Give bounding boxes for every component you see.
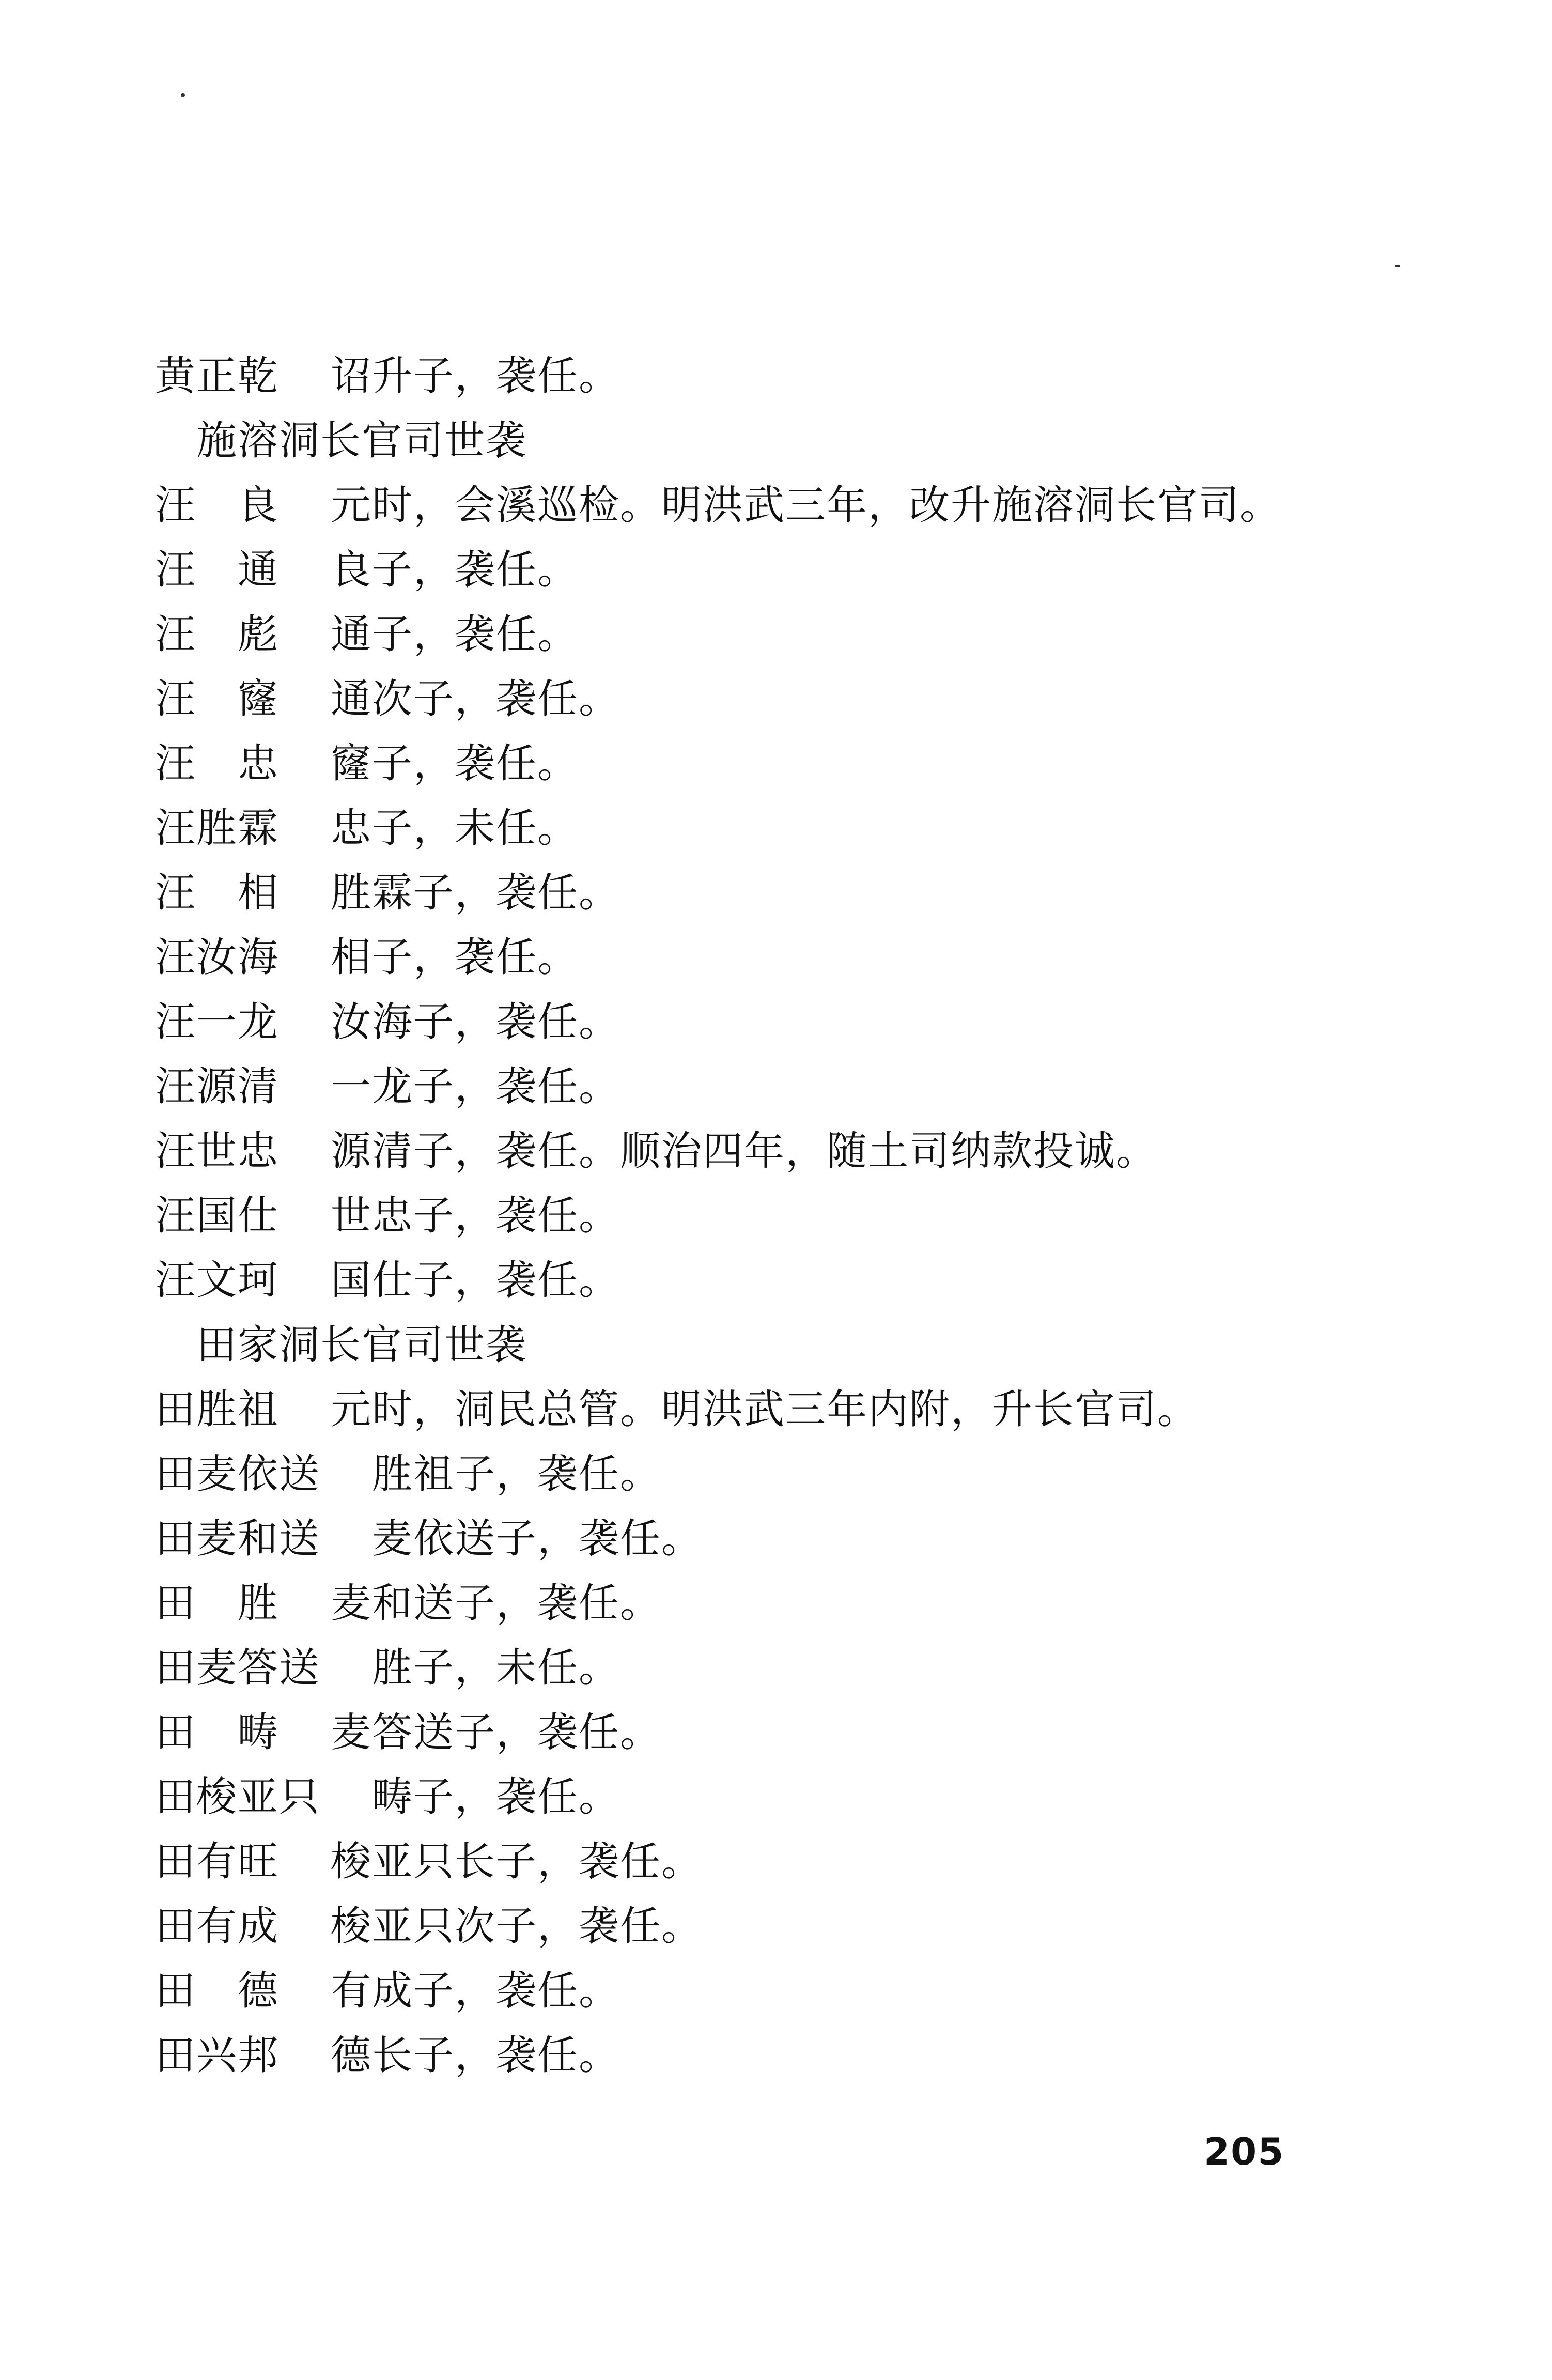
- succession-note: 汝海子，袭任。: [331, 999, 620, 1045]
- entry-line: [155, 351, 620, 401]
- entry-line: [155, 1579, 661, 1628]
- entry-line: [155, 933, 579, 982]
- succession-note: 窿子，袭任。: [331, 740, 579, 787]
- entry-line: [155, 1966, 620, 2016]
- succession-note: 国仕子，袭任。: [331, 1257, 620, 1304]
- official-name: 汪 相: [155, 870, 280, 916]
- entry-line: [155, 1256, 620, 1305]
- official-name: 汪汝海: [155, 934, 280, 981]
- succession-note: 世忠子，袭任。: [331, 1193, 620, 1239]
- official-name: 田 胜: [155, 1580, 280, 1627]
- succession-note: 麦答送子，袭任。: [331, 1709, 662, 1756]
- entry-line: [155, 739, 579, 789]
- official-name: 汪文珂: [155, 1257, 280, 1304]
- succession-note: 元时，洞民总管。明洪武三年内附，升长官司。: [331, 1386, 1199, 1433]
- entry-line: [155, 481, 1281, 530]
- official-name: 汪源清: [155, 1063, 280, 1110]
- succession-note: 通子，袭任。: [331, 611, 579, 658]
- section-heading: [196, 416, 527, 466]
- entry-line: [155, 997, 620, 1047]
- succession-note: 胜子，未任。: [372, 1645, 620, 1691]
- entry-line: [155, 1643, 620, 1693]
- entry-line: [155, 2031, 620, 2080]
- official-name: 田有旺: [155, 1838, 280, 1885]
- entry-line: [155, 1449, 661, 1499]
- official-name: 田 畴: [155, 1709, 280, 1756]
- entry-line: [155, 1062, 620, 1111]
- entry-line: [155, 1902, 703, 1951]
- succession-note: 相子，袭任。: [331, 934, 579, 981]
- section-heading-text: 施溶洞长官司世袭: [196, 418, 527, 464]
- official-name: 汪 彪: [155, 611, 280, 658]
- entry-line: [155, 1514, 703, 1564]
- succession-note: 通次子，袭任。: [331, 676, 620, 722]
- succession-note: 梭亚只次子，袭任。: [331, 1903, 703, 1950]
- succession-note: 良子，袭任。: [331, 547, 579, 593]
- succession-note: 源清子，袭任。顺治四年，随土司纳款投诚。: [331, 1128, 1158, 1174]
- entry-line: [155, 545, 579, 595]
- succession-note: 一龙子，袭任。: [331, 1063, 620, 1110]
- entry-line: [155, 1837, 703, 1887]
- entry-line: [155, 868, 620, 918]
- print-speck: [181, 93, 185, 97]
- succession-note: 忠子，未任。: [331, 805, 579, 852]
- official-name: 汪胜霖: [155, 805, 280, 852]
- official-name: 汪世忠: [155, 1128, 280, 1174]
- succession-note: 胜祖子，袭任。: [372, 1451, 662, 1497]
- succession-note: 元时，会溪巡检。明洪武三年，改升施溶洞长官司。: [331, 482, 1282, 529]
- official-name: 黄正乾: [155, 353, 280, 399]
- succession-note: 诏升子，袭任。: [331, 353, 620, 399]
- succession-note: 有成子，袭任。: [331, 1968, 620, 2014]
- entry-line: [155, 1772, 620, 1822]
- official-name: 田梭亚只: [155, 1774, 321, 1820]
- official-name: 汪 良: [155, 482, 280, 529]
- official-name: 汪 忠: [155, 740, 280, 787]
- print-speck: [1395, 265, 1400, 267]
- succession-note: 梭亚只长子，袭任。: [331, 1838, 703, 1885]
- entry-line: [155, 674, 620, 724]
- official-name: 汪国仕: [155, 1193, 280, 1239]
- entry-line: [155, 1126, 1157, 1176]
- entry-line: [155, 803, 579, 853]
- succession-note: 德长子，袭任。: [331, 2032, 620, 2079]
- official-name: 汪 通: [155, 547, 280, 593]
- section-heading-text: 田家洞长官司世袭: [196, 1322, 527, 1368]
- succession-note: 麦和送子，袭任。: [331, 1580, 662, 1627]
- official-name: 田 德: [155, 1968, 280, 2014]
- succession-note: 胜霖子，袭任。: [331, 870, 620, 916]
- entry-line: [155, 610, 579, 659]
- official-name: 田兴邦: [155, 2032, 280, 2079]
- succession-note: 麦依送子，袭任。: [372, 1516, 703, 1562]
- succession-note: 畴子，袭任。: [372, 1774, 620, 1820]
- official-name: 汪 窿: [155, 676, 280, 722]
- official-name: 田有成: [155, 1903, 280, 1950]
- official-name: 田麦和送: [155, 1516, 321, 1562]
- official-name: 汪一龙: [155, 999, 280, 1045]
- entry-line: [155, 1385, 1199, 1434]
- section-heading: [196, 1320, 527, 1370]
- page-number: 205: [1204, 2130, 1285, 2173]
- official-name: 田麦答送: [155, 1645, 321, 1691]
- entry-line: [155, 1191, 620, 1241]
- official-name: 田胜祖: [155, 1386, 280, 1433]
- entry-line: [155, 1708, 661, 1757]
- official-name: 田麦依送: [155, 1451, 321, 1497]
